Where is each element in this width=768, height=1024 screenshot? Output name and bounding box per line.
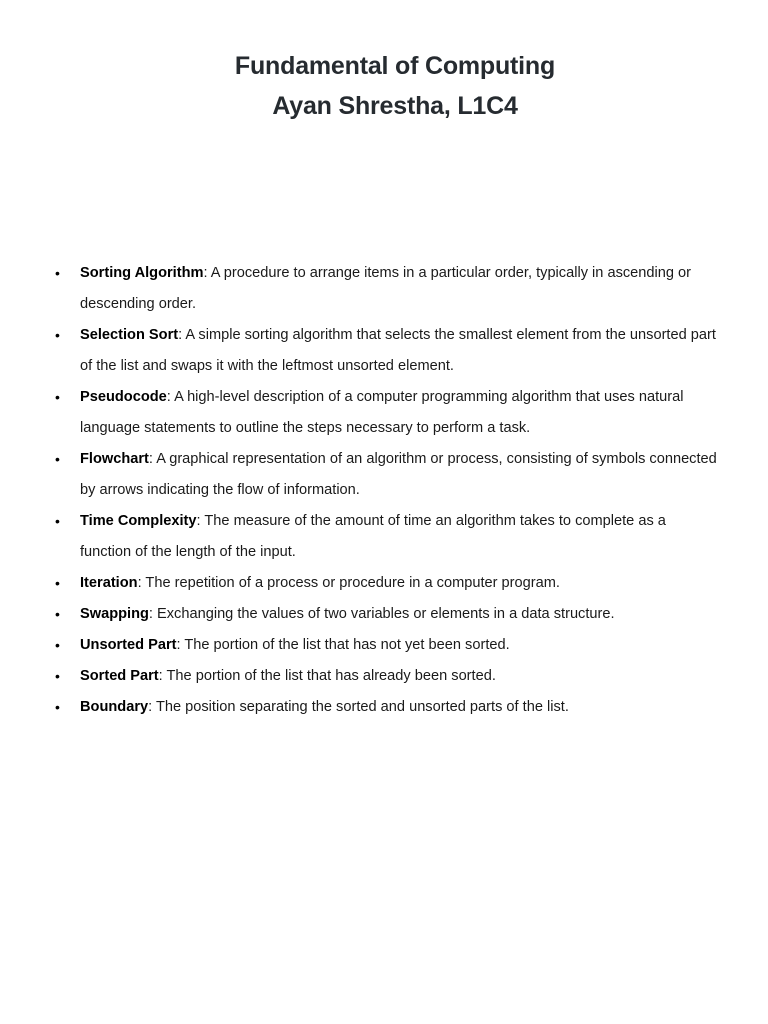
glossary-definition: : The portion of the list that has already been sorted. bbox=[158, 668, 496, 684]
glossary-term: Flowchart bbox=[80, 451, 149, 467]
glossary-item bbox=[55, 692, 720, 723]
glossary-item bbox=[55, 506, 720, 568]
document-author: Ayan Shrestha, L1C4 bbox=[272, 92, 518, 120]
glossary-definition: : A graphical representation of an algorithm or process, consisting of symbols connected by arrows indicating the flow of information. bbox=[80, 451, 717, 498]
bullet-icon: • bbox=[55, 637, 60, 653]
bullet-icon: • bbox=[55, 575, 60, 591]
title-block bbox=[0, 46, 768, 126]
glossary-definition: : The portion of the list that has not yet been sorted. bbox=[176, 637, 510, 653]
glossary-term: Boundary bbox=[80, 699, 149, 715]
glossary-definition: : A procedure to arrange items in a particular order, typically in ascending or descending order. bbox=[80, 265, 692, 312]
glossary-item bbox=[55, 568, 720, 599]
glossary-term: Selection Sort bbox=[80, 327, 179, 343]
glossary-item bbox=[55, 258, 720, 320]
bullet-icon: • bbox=[55, 451, 60, 467]
glossary-definition: : The measure of the amount of time an algorithm takes to complete as a function of the length of the input. bbox=[80, 513, 666, 560]
glossary-item bbox=[55, 661, 720, 692]
bullet-icon: • bbox=[55, 327, 60, 343]
glossary-definition: : Exchanging the values of two variables or elements in a data structure. bbox=[148, 606, 615, 622]
glossary-item bbox=[55, 630, 720, 661]
bullet-icon: • bbox=[55, 389, 60, 405]
glossary-term: Pseudocode bbox=[80, 389, 167, 405]
glossary-definition: : A high-level description of a computer programming algorithm that uses natural language statements to outline the steps necessary to perform a task. bbox=[80, 389, 684, 436]
glossary-term: Time Complexity bbox=[80, 513, 197, 529]
glossary-term: Sorted Part bbox=[80, 668, 159, 684]
glossary-item bbox=[55, 444, 720, 506]
glossary-list bbox=[55, 258, 720, 723]
glossary-term: Swapping bbox=[80, 606, 149, 622]
glossary-term: Iteration bbox=[80, 575, 138, 591]
bullet-icon: • bbox=[55, 606, 60, 622]
glossary-item bbox=[55, 599, 720, 630]
glossary-definition: : A simple sorting algorithm that selects the smallest element from the unsorted part of the list and swaps it with the leftmost unsorted element. bbox=[80, 327, 716, 374]
glossary-definition: : The position separating the sorted and unsorted parts of the list. bbox=[148, 699, 569, 715]
glossary-term: Sorting Algorithm bbox=[80, 265, 204, 281]
bullet-icon: • bbox=[55, 513, 60, 529]
bullet-icon: • bbox=[55, 699, 60, 715]
glossary-item bbox=[55, 382, 720, 444]
glossary-item bbox=[55, 320, 720, 382]
bullet-icon: • bbox=[55, 265, 60, 281]
glossary-term: Unsorted Part bbox=[80, 637, 177, 653]
glossary-definition: : The repetition of a process or procedure in a computer program. bbox=[137, 575, 560, 591]
bullet-icon: • bbox=[55, 668, 60, 684]
document-title: Fundamental of Computing bbox=[234, 52, 556, 80]
